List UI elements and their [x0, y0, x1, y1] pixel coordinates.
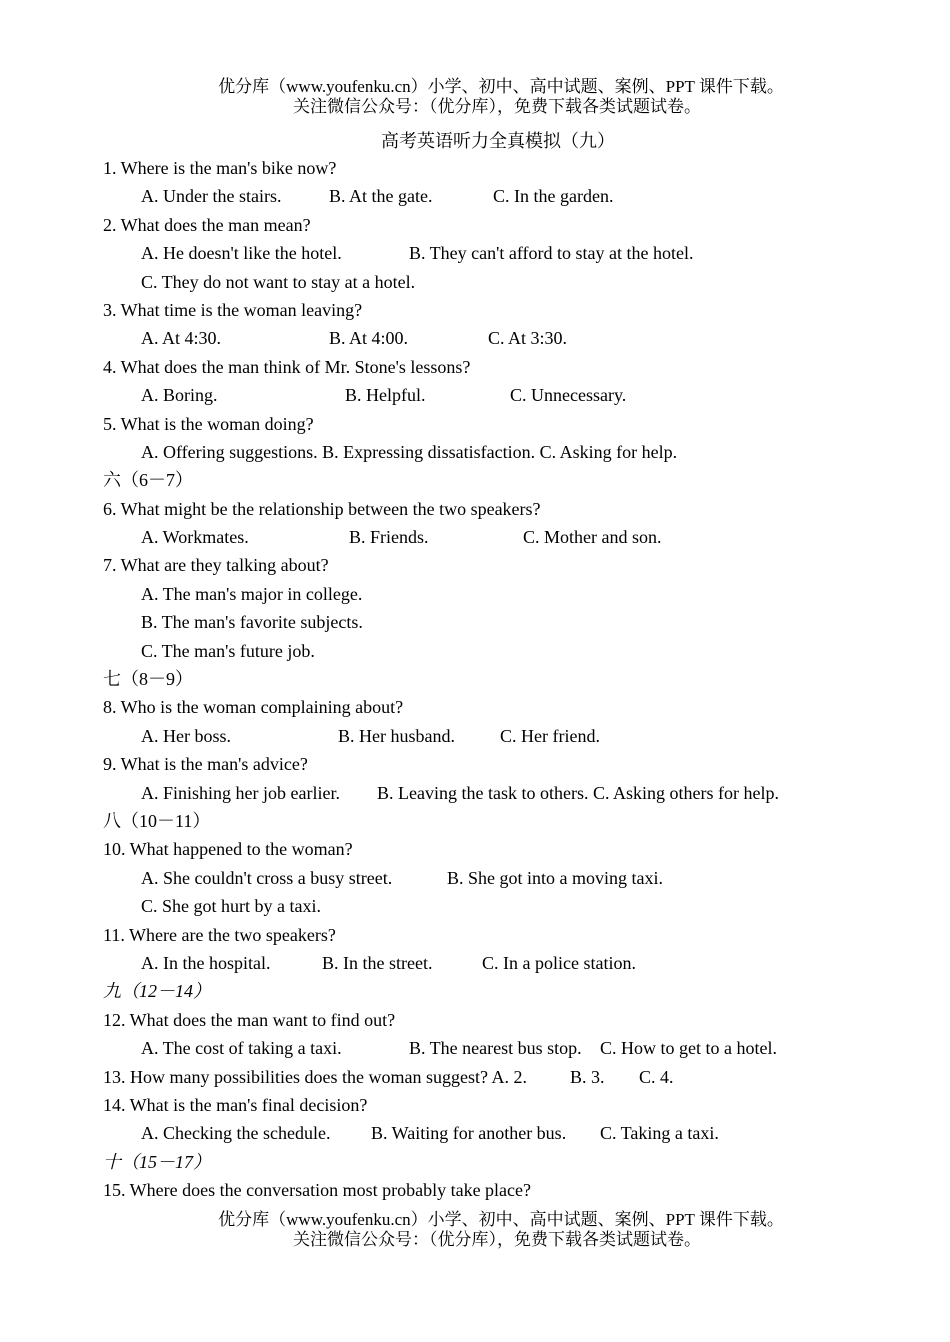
footer-line-1: 优分库（www.youfenku.cn）小学、初中、高中试题、案例、PPT 课件下载。	[218, 1210, 784, 1229]
option-c: C. She got hurt by a taxi.	[141, 896, 321, 917]
question-9: 9. What is the man's advice?	[103, 754, 308, 775]
option-a: A. Workmates.	[141, 527, 249, 548]
question-2: 2. What does the man mean?	[103, 214, 311, 235]
option-a: A. The man's major in college.	[141, 583, 363, 604]
question-3: 3. What time is the woman leaving?	[103, 299, 363, 320]
option-bc: B. Leaving the task to others. C. Asking others for help.	[377, 782, 779, 803]
header-line-2: 关注微信公众号：（优分库），免费下载各类试题试卷。	[293, 97, 701, 116]
option-c: C. Unnecessary.	[510, 385, 627, 406]
question-list	[103, 154, 903, 1204]
question-10: 10. What happened to the woman?	[103, 839, 353, 860]
options-row	[103, 580, 903, 608]
option-a: A. Her boss.	[141, 725, 231, 746]
footer-line-2: 关注微信公众号：（优分库），免费下载各类试题试卷。	[293, 1230, 701, 1249]
option-b: B. 3.	[570, 1066, 605, 1087]
option-b: B. The nearest bus stop.	[409, 1038, 582, 1059]
option-b: B. Her husband.	[338, 725, 455, 746]
question-13-text: 13. How many possibilities does the woman suggest? A. 2.	[103, 1066, 527, 1087]
question-14: 14. What is the man's final decision?	[103, 1094, 368, 1115]
options-row	[103, 949, 903, 977]
options-row	[103, 1119, 903, 1147]
option-c: C. Mother and son.	[523, 527, 662, 548]
section-heading: 十（15－17）	[103, 1151, 211, 1172]
options-row	[103, 324, 903, 352]
options-row	[103, 892, 903, 920]
page-header	[0, 77, 950, 117]
options-row	[103, 239, 903, 267]
options-row	[103, 1034, 903, 1062]
options-row	[103, 864, 903, 892]
options-row	[103, 637, 903, 665]
option-b: B. At the gate.	[329, 186, 433, 207]
option-b: B. They can't afford to stay at the hotel.	[409, 243, 694, 264]
question-4: 4. What does the man think of Mr. Stone's lessons?	[103, 356, 471, 377]
option-b: B. At 4:00.	[329, 328, 409, 349]
header-line-1: 优分库（www.youfenku.cn）小学、初中、高中试题、案例、PPT 课件下载。	[218, 77, 784, 96]
options-row	[103, 779, 903, 807]
option-c: C. Her friend.	[500, 725, 600, 746]
option-c: C. The man's future job.	[141, 640, 315, 661]
page-footer	[0, 1210, 950, 1250]
question-12: 12. What does the man want to find out?	[103, 1009, 396, 1030]
question-5: 5. What is the woman doing?	[103, 413, 314, 434]
option-a: A. She couldn't cross a busy street.	[141, 867, 393, 888]
option-c: C. Taking a taxi.	[600, 1123, 719, 1144]
options-row	[103, 523, 903, 551]
option-a: A. Boring.	[141, 385, 218, 406]
question-8: 8. Who is the woman complaining about?	[103, 697, 404, 718]
options-row	[103, 608, 903, 636]
option-c: C. They do not want to stay at a hotel.	[141, 271, 416, 292]
options-row	[103, 182, 903, 210]
question-6: 6. What might be the relationship between the two speakers?	[103, 498, 541, 519]
options-abc: A. Offering suggestions. B. Expressing dissatisfaction. C. Asking for help.	[141, 441, 678, 462]
section-heading: 六（6－7）	[103, 470, 193, 491]
option-a: A. At 4:30.	[141, 328, 222, 349]
question-7: 7. What are they talking about?	[103, 555, 329, 576]
options-row	[103, 268, 903, 296]
option-b: B. The man's favorite subjects.	[141, 612, 363, 633]
question-13	[103, 1063, 903, 1091]
options-row	[103, 722, 903, 750]
option-b: B. She got into a moving taxi.	[447, 867, 663, 888]
option-a: A. Under the stairs.	[141, 186, 282, 207]
section-heading: 九（12－14）	[103, 981, 211, 1002]
options-row	[103, 381, 903, 409]
option-c: C. How to get to a hotel.	[600, 1038, 777, 1059]
question-15: 15. Where does the conversation most probably take place?	[103, 1180, 532, 1201]
option-a: A. In the hospital.	[141, 952, 271, 973]
option-a: A. Finishing her job earlier.	[141, 782, 340, 803]
option-a: A. Checking the schedule.	[141, 1123, 331, 1144]
option-b: B. Waiting for another bus.	[371, 1123, 567, 1144]
option-b: B. Helpful.	[345, 385, 426, 406]
option-b: B. In the street.	[322, 952, 433, 973]
question-11: 11. Where are the two speakers?	[103, 924, 336, 945]
option-a: A. The cost of taking a taxi.	[141, 1038, 342, 1059]
option-c: C. In the garden.	[493, 186, 614, 207]
section-heading: 七（8－9）	[103, 669, 193, 690]
option-b: B. Friends.	[349, 527, 429, 548]
options-row	[103, 438, 903, 466]
option-c: C. At 3:30.	[488, 328, 568, 349]
question-1: 1. Where is the man's bike now?	[103, 158, 337, 178]
option-a: A. He doesn't like the hotel.	[141, 243, 342, 264]
page-title: 高考英语听力全真模拟（九）	[381, 131, 615, 151]
option-c: C. 4.	[639, 1066, 674, 1087]
section-heading: 八（10－11）	[103, 810, 211, 831]
option-c: C. In a police station.	[482, 952, 636, 973]
